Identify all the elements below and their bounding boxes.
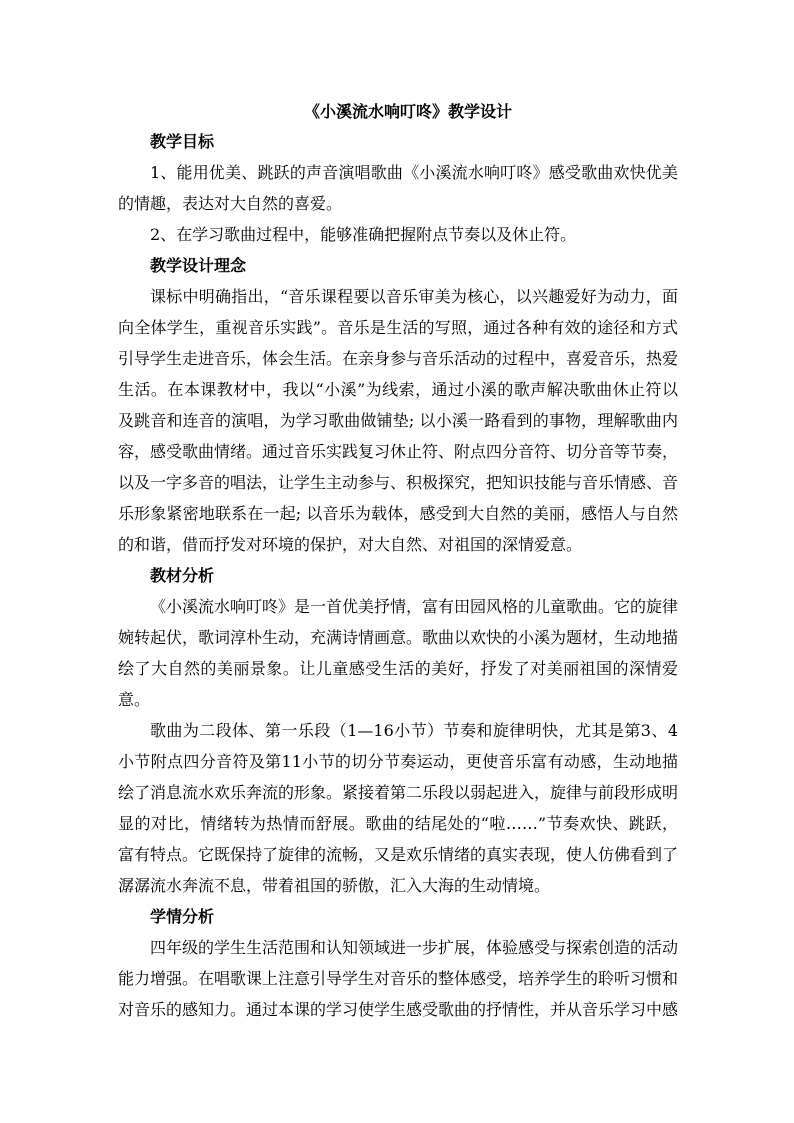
section-heading-goals: 教学目标 — [150, 132, 215, 151]
paragraph: 《小溪流水响叮咚》是一首优美抒情，富有田园风格的儿童歌曲。它的旋律婉转起伏，歌词淳朴生动，充满诗情画意。歌曲以欢快的小溪为题材，生动地描绘了大自然的美丽景象。让儿童感受生活的美好，抒发了对美丽祖国的深情爱意。 — [118, 597, 679, 709]
section-heading-concept: 教学设计理念 — [150, 256, 247, 275]
document-title: 《小溪流水响叮咚》教学设计 — [303, 102, 512, 121]
section-heading-students: 学情分析 — [150, 907, 215, 926]
paragraph: 课标中明确指出，“音乐课程要以音乐审美为核心，以兴趣爱好为动力，面向全体学生，重视音乐实践”。音乐是生活的写照，通过各种有效的途径和方式引导学生走进音乐，体会生活。在亲身参与音乐活动的过程中，喜爱音乐，热爱生活。在本课教材中，我以“小溪”为线索，通过小溪的歌声解决歌曲休止符以及跳音和连音的演唱，为学习歌曲做铺垫; 以小溪一路看到的事物，理解歌曲内容，感受歌曲情绪。通过音乐实践复习休止符、附点四分音符、切分音等节奏，以及一字多音的唱法，让学生主动参与、积极探究，把知识技能与音乐情感、音乐形象紧密地联系在一起; 以音乐为载体，感受到大自然的美丽，感悟人与自然的和谐，借而抒发对环境的保护，对大自然、对祖国的深情爱意。 — [118, 287, 679, 554]
paragraph: 2、在学习歌曲过程中，能够准确把握附点节奏以及休止符。 — [150, 225, 577, 244]
section-heading-material: 教材分析 — [150, 566, 215, 585]
paragraph: 1、能用优美、跳跃的声音演唱歌曲《小溪流水响叮咚》感受歌曲欢快优美的情趣，表达对大自然的喜爱。 — [118, 163, 678, 213]
document-body — [118, 98, 678, 1025]
paragraph: 四年级的学生生活范围和认知领域进一步扩展，体验感受与探索创造的活动能力增强。在唱歌课上注意引导学生对音乐的整体感受，培养学生的聆听习惯和对音乐的感知力。通过本课的学习使学生感受歌曲的抒情性，并从音乐学习中感 — [118, 938, 679, 1019]
paragraph: 歌曲为二段体、第一乐段（1—16小节）节奏和旋律明快，尤其是第3、4小节附点四分音符及第11小节的切分节奏运动，更使音乐富有动感，生动地描绘了消息流水欢乐奔流的形象。紧接着第二乐段以弱起进入，旋律与前段形成明显的对比，情绪转为热情而舒展。歌曲的结尾处的“啦……”节奏欢快、跳跃，富有特点。它既保持了旋律的流畅，又是欢乐情绪的真实表现，使人仿佛看到了潺潺流水奔流不息，带着祖国的骄傲，汇入大海的生动情境。 — [118, 721, 679, 895]
